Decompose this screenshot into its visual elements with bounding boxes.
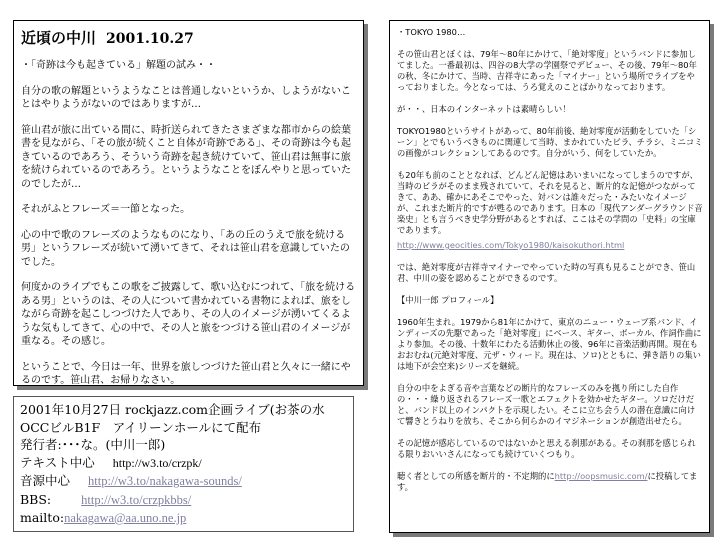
right-paragraph-6: 自分の中をよぎる音や言葉などの断片的なフレーズのみを拠り所にした自作の・・・繰り返されるフレーズ一歌とエフェクトを効かせたギター。ソロだけだと、バンド以上のインパクトを示現したい。そこに立ち会う人の潜在意識に向けて響きとうねりを放ち、そこから何らかのイマジネーションが創造出せたら。 xyxy=(397,383,696,426)
mail-link[interactable]: nakagawa@aa.uno.ne.jp xyxy=(64,511,187,525)
left-paragraph-4: それがふとフレーズ＝一節となった。 xyxy=(21,204,191,215)
sound-site-line xyxy=(20,472,347,491)
oops-text: 聴く者としての所感を断片的・不定期的に xyxy=(397,471,555,481)
oops-tail: に投稿してます。 xyxy=(397,471,698,492)
column-left xyxy=(13,20,364,386)
title-text: 近頃の中川 xyxy=(21,29,97,47)
sound-site-label: 音源中心 xyxy=(20,473,71,488)
sound-site-link[interactable]: http://w3.to/nakagawa-sounds/ xyxy=(88,474,242,488)
left-paragraph-5: 心の中で歌のフレーズのようなものになり、「あの丘のうえで旅を続ける男」というフレーズが続いて湧いてきて、それは笹山君を意識していたのでした。 xyxy=(21,229,350,268)
mail-label: mailto: xyxy=(20,510,65,525)
right-paragraph-2: が・・、日本のインターネットは素晴らしい！ xyxy=(397,104,571,114)
mail-line xyxy=(20,509,347,528)
text-site-label: テキスト中心 xyxy=(20,454,95,470)
left-paragraph-2: 自分の歌の解題というようなことは普通しないというか、しようがないことはやりようがないのではありますが… xyxy=(21,85,351,110)
right-paragraph-5: では、絶対零度が吉祥寺マイナーでやっていた時の写真も見ることができ、笹山君、中川の姿を認めることができるのです。 xyxy=(397,262,696,283)
right-paragraph-3: TOKYO1980というサイトがあって、80年前後、絶対零度が活動をしていた「シーン」とでもいうべきものに関連して当時、まかれていたビラ、チラシ、ミニコミの画像がコレクションしてあるのです。自分がいう、何をしていたか。 xyxy=(397,126,703,158)
oops-link[interactable]: http://oopsmusic.com/ xyxy=(554,471,648,481)
text-site-url[interactable]: http://w3.to/crzpk/ xyxy=(112,455,202,470)
tokyo1980-link-line xyxy=(397,240,703,251)
left-paragraph-1: ・「奇跡は今も起きている」解題の試み・・ xyxy=(21,60,216,71)
text-site-line xyxy=(20,454,347,473)
right-paragraph-8 xyxy=(397,471,703,493)
event-line-1: 2001年10月27日 rockjazz.com企画ライブ(お茶の水 xyxy=(20,402,325,417)
event-line-2: OCCビルB1F アイリーンホールにて配布 xyxy=(20,419,262,435)
publisher-line: 発行者:･･･な。(中川一郎) xyxy=(20,437,166,452)
bbs-label: BBS: xyxy=(20,491,52,507)
bbs-line xyxy=(20,491,347,510)
column-right xyxy=(389,20,710,533)
tokyo1980-link[interactable]: http://www.geocities.com/Tokyo1980/kaisokuthori.html xyxy=(397,240,625,250)
publisher-info-box xyxy=(13,396,354,532)
left-paragraph-6: 何度かのライブでもこの歌をご披露して、歌い込むにつれて、「旅を続けるある男」というのは、その人について書かれている書物によれば、旅をしながら奇跡を起こしつづけた人であり、その人のイメージが湧いてくるような気もしてきて、心の中で、その人と旅をつづける笹山君のイメージが重なる。その感じ。 xyxy=(21,282,356,347)
page-title xyxy=(21,27,356,48)
right-paragraph-7: その記憶が感応しているのではないかと思える刹那がある。その刹那を感じられる限りおいいさんになっても続けていくつもり。 xyxy=(397,438,696,459)
bbs-link[interactable]: http://w3.to/crzpkbbs/ xyxy=(81,492,192,507)
right-paragraph-1: その笹山君とぼくは、79年〜80年にかけて、「絶対零度」というバンドに参加してました。一番最初は、四谷の8大学の学園祭でデビュー、その後、79年〜80年の秋、冬にかけて、当時、吉祥寺にあった「マイナー」という場所でライブをやっておりました。今となっては、うろ覚えのことばかりなっております。 xyxy=(397,49,697,92)
title-date: 2001.10.27 xyxy=(106,31,194,47)
left-paragraph-7: ということで、今日は一年、世界を旅しつづけた笹山君と久々に一緒にやるのです。笹山君、お帰りなさい。 xyxy=(21,361,351,386)
right-heading: ・TOKYO 1980… xyxy=(397,27,466,37)
left-paragraph-3: 笹山君が旅に出ている間に、時折送られてきたさまざまな都市からの絵葉書を見ながら、「その旅が続くこと自体が奇跡である」、その奇跡は今も起きているのであろう、そういう奇跡を起き続けていて、笹山君は無事に旅を続けられているのであろう。というようなことをぼんやりと思っていたのでしたが… xyxy=(21,124,351,190)
profile-heading: 【中川一郎 プロフィール】 xyxy=(397,295,499,305)
right-paragraph-4: も20年も前のこととなれば、どんどん記憶はあいまいになってしまうのですが、当時のビラがそのまま残されていて、それを見ると、断片的な記憶がつながってきて、ああ、確かにあそこでやった、対バンは誰々だった・みたいなイメージが、これまた断片的ですが甦るのであります。日本の「現代アンダーグラウンド音楽史」とも言うべき史学分野があるとすれば、ここはその学問の「史料」の宝庫であります。 xyxy=(397,170,703,235)
profile-paragraph: 1960年生まれ。1979から81年にかけて、東京のニュー・ウェーブ系バンド、インディーズの先駆であった「絶対零度」にベース、ギター、ボーカル、作詞作曲により参加。その後、十数年にわたる活動休止の後、96年に音楽活動再開。現在もおおむね(元絶対零度、元ザ・ウィード。現在は、ソロ)とともに、弾き語りの集いは地下が会空来)シリーズを継続。 xyxy=(397,317,702,371)
